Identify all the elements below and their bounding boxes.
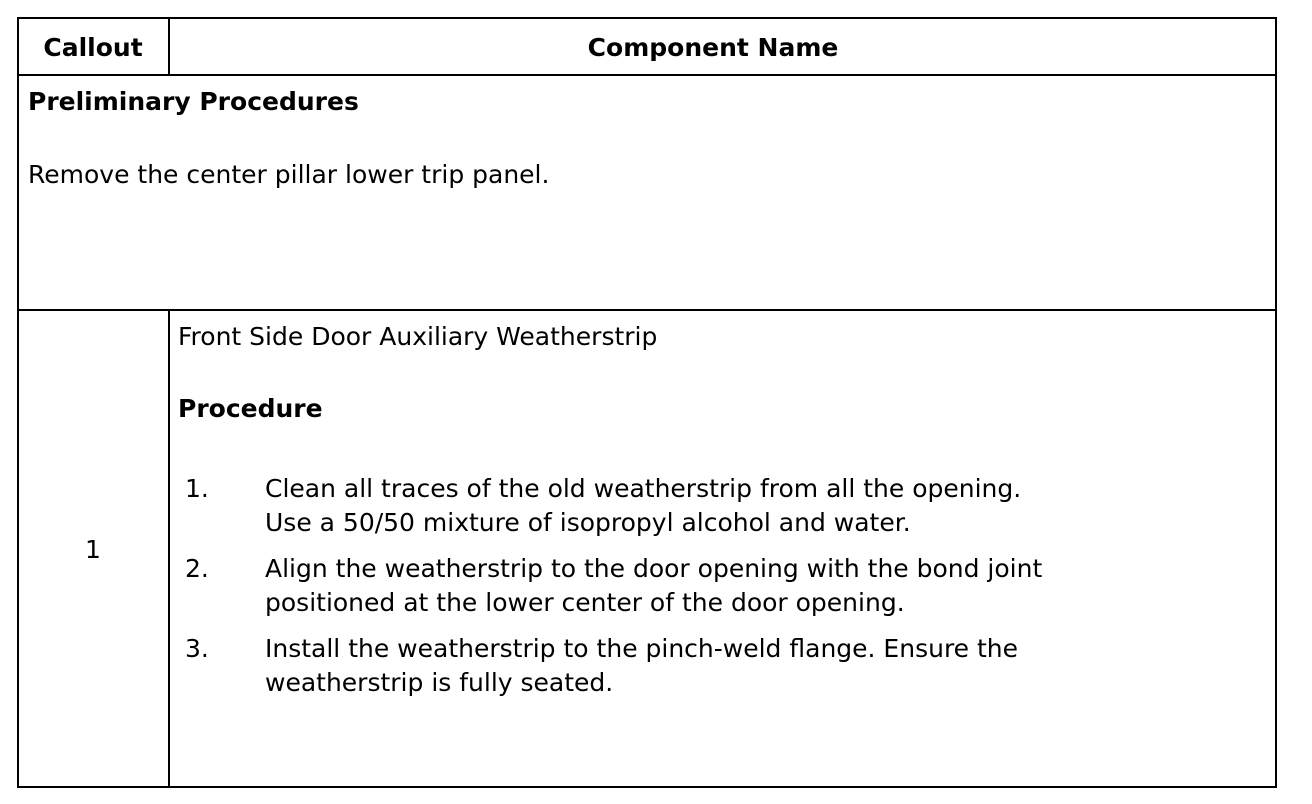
step-number: 3. [185, 634, 209, 663]
step-text: Align the weatherstrip to the door opening with the bond joint [265, 554, 1043, 583]
step-text: Install the weatherstrip to the pinch-weld flange. Ensure the [265, 634, 1019, 663]
procedure-title: Procedure [178, 394, 323, 423]
step-text: Use a 50/50 mixture of isopropyl alcohol and water. [265, 508, 911, 537]
header-callout: Callout [43, 33, 143, 62]
row-component-name: Front Side Door Auxiliary Weatherstrip [178, 322, 658, 351]
step-number: 1. [185, 474, 209, 503]
preliminary-title: Preliminary Procedures [28, 87, 359, 116]
step-number: 2. [185, 554, 209, 583]
header-component-name: Component Name [587, 33, 839, 62]
header-divider [19, 74, 1275, 76]
step-text: Clean all traces of the old weatherstrip from all the opening. [265, 474, 1022, 503]
preliminary-divider [19, 309, 1275, 311]
row-callout: 1 [85, 535, 101, 564]
step-text: positioned at the lower center of the door opening. [265, 588, 905, 617]
step-text: weatherstrip is fully seated. [265, 668, 614, 697]
preliminary-text: Remove the center pillar lower trip panel. [28, 160, 550, 189]
row-column-divider [168, 311, 170, 786]
